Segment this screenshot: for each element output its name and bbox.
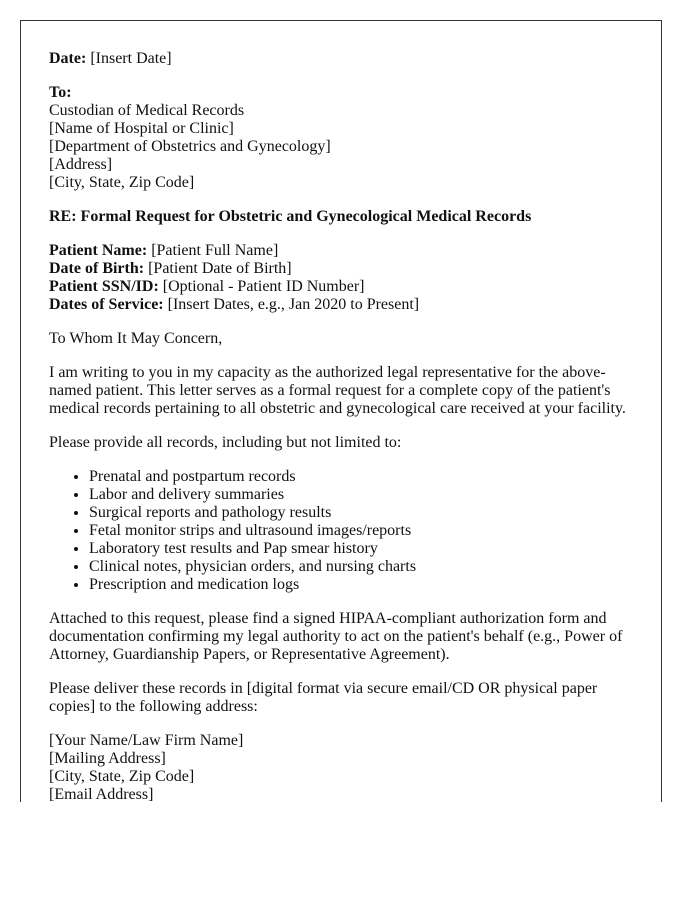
delivery-paragraph: Please deliver these records in [digital format via secure email/CD OR physical paper copies] to the following address: xyxy=(49,680,598,715)
records-list xyxy=(49,468,633,594)
dates-of-service-value: [Insert Dates, e.g., Jan 2020 to Present] xyxy=(167,296,420,313)
return-address-block xyxy=(49,732,633,802)
date-of-birth-row xyxy=(49,260,633,278)
dates-of-service-label: Dates of Service: xyxy=(49,296,164,313)
records-list-item: • Prescription and medication logs xyxy=(89,576,633,594)
patient-name-row xyxy=(49,242,633,260)
recipient-line: [Name of Hospital or Clinic] xyxy=(49,120,234,137)
date-label: Date: xyxy=(49,50,87,67)
attachment-paragraph: Attached to this request, please find a signed HIPAA-compliant authorization form and documentation confirming my legal authority to act on the patient's behalf (e.g., Power of Attorney, Guardianship Papers, or Representative Agreement). xyxy=(49,610,623,663)
letter-page xyxy=(20,20,662,802)
document-viewport[interactable] xyxy=(20,20,662,802)
patient-id-row xyxy=(49,278,633,296)
patient-id-label: Patient SSN/ID: xyxy=(49,278,159,295)
date-of-birth-value: [Patient Date of Birth] xyxy=(148,260,292,277)
patient-name-label: Patient Name: xyxy=(49,242,148,259)
patient-info-block xyxy=(49,242,633,314)
records-list-item: • Laboratory test results and Pap smear history xyxy=(89,540,633,558)
records-list-item: • Fetal monitor strips and ultrasound images/reports xyxy=(89,522,633,540)
records-list-item: • Clinical notes, physician orders, and nursing charts xyxy=(89,558,633,576)
patient-name-value: [Patient Full Name] xyxy=(151,242,279,259)
records-list-item: • Prenatal and postpartum records xyxy=(89,468,633,486)
records-list-item: • Labor and delivery summaries xyxy=(89,486,633,504)
return-address-line: [Mailing Address] xyxy=(49,750,166,767)
salutation: To Whom It May Concern, xyxy=(49,330,223,347)
recipient-block xyxy=(49,84,633,192)
date-line xyxy=(49,50,633,68)
return-address-line: [Email Address] xyxy=(49,786,154,802)
patient-id-value: [Optional - Patient ID Number] xyxy=(162,278,365,295)
return-address-line: [Your Name/Law Firm Name] xyxy=(49,732,244,749)
records-list-item: • Surgical reports and pathology results xyxy=(89,504,633,522)
recipient-line: [Address] xyxy=(49,156,113,173)
return-address-line: [City, State, Zip Code] xyxy=(49,768,195,785)
date-of-birth-label: Date of Birth: xyxy=(49,260,145,277)
recipient-label: To: xyxy=(49,84,72,101)
date-value: [Insert Date] xyxy=(90,50,172,67)
records-intro: Please provide all records, including but not limited to: xyxy=(49,434,402,451)
subject-line: RE: Formal Request for Obstetric and Gynecological Medical Records xyxy=(49,208,532,225)
recipient-line: Custodian of Medical Records xyxy=(49,102,245,119)
recipient-line: [Department of Obstetrics and Gynecology] xyxy=(49,138,331,155)
intro-paragraph: I am writing to you in my capacity as the authorized legal representative for the above-named patient. This letter serves as a formal request for a complete copy of the patient's medical records pertaining to all obstetric and gynecological care received at your facility. xyxy=(49,364,626,417)
dates-of-service-row xyxy=(49,296,633,314)
recipient-line: [City, State, Zip Code] xyxy=(49,174,195,191)
